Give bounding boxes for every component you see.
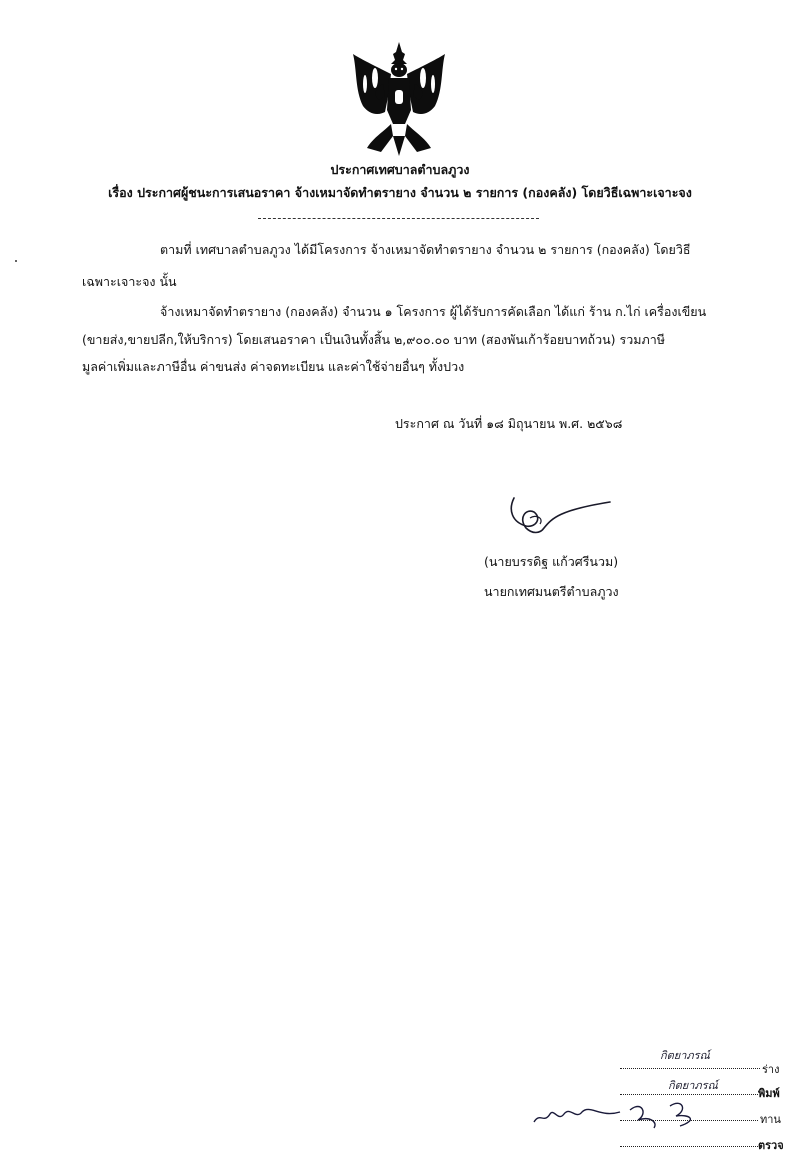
title-divider [258, 218, 539, 219]
organization-title: ประกาศเทศบาลตำบลภูวง [330, 162, 470, 177]
signatory-name: (นายบรรดิฐ แก้วศรีนวม) [484, 554, 619, 569]
paragraph-1-line-1: ตามที่ เทศบาลตำบลภูวง ได้มีโครงการ จ้างเหมาจัดทำตรายาง จำนวน ๒ รายการ (กองคลัง) โดยวิธี [160, 242, 691, 257]
document-subject: เรื่อง ประกาศผู้ชนะการเสนอราคา จ้างเหมาจัดทำตรายาง จำนวน ๒ รายการ (กองคลัง) โดยวิธีเฉพาะเจาะจง [108, 185, 692, 200]
paragraph-2-line-2: (ขายส่ง,ขายปลีก,ให้บริการ) โดยเสนอราคา เป็นเงินทั้งสิ้น ๒,๙๐๐.๐๐ บาท (สองพันเก้าร้อยบาทถ้วน) รวมภาษี [82, 332, 665, 347]
footer-label-draft: ร่าง [762, 1063, 780, 1076]
footer-label-review: ทาน [760, 1113, 781, 1126]
paragraph-2-line-3: มูลค่าเพิ่มและภาษีอื่น ค่าขนส่ง ค่าจดทะเบียน และค่าใช้จ่ายอื่นๆ ทั้งปวง [82, 359, 465, 374]
signature [500, 488, 620, 540]
footer-line-draft [620, 1068, 760, 1069]
handwritten-name-1: กิตยาภรณ์ [660, 1049, 710, 1062]
paragraph-2-line-1: จ้างเหมาจัดทำตรายาง (กองคลัง) จำนวน ๑ โครงการ ผู้ได้รับการคัดเลือก ได้แก่ ร้าน ก.ไก่ เครื่องเขียน [160, 304, 707, 319]
footer-label-check: ตรวจ [758, 1139, 784, 1152]
footer-line-check [620, 1146, 758, 1147]
initials-scribble [530, 1092, 730, 1132]
signatory-position: นายกเทศมนตรีตำบลภูวง [484, 584, 619, 599]
paragraph-1-line-2: เฉพาะเจาะจง นั้น [82, 274, 177, 289]
footer-line-review [620, 1120, 758, 1121]
margin-mark [15, 260, 17, 262]
announcement-date: ประกาศ ณ วันที่ ๑๘ มิถุนายน พ.ศ. ๒๕๖๘ [395, 416, 623, 431]
footer-label-print: พิมพ์ [758, 1087, 780, 1100]
garuda-emblem [345, 40, 453, 158]
handwritten-name-2: กิตยาภรณ์ [668, 1079, 718, 1092]
